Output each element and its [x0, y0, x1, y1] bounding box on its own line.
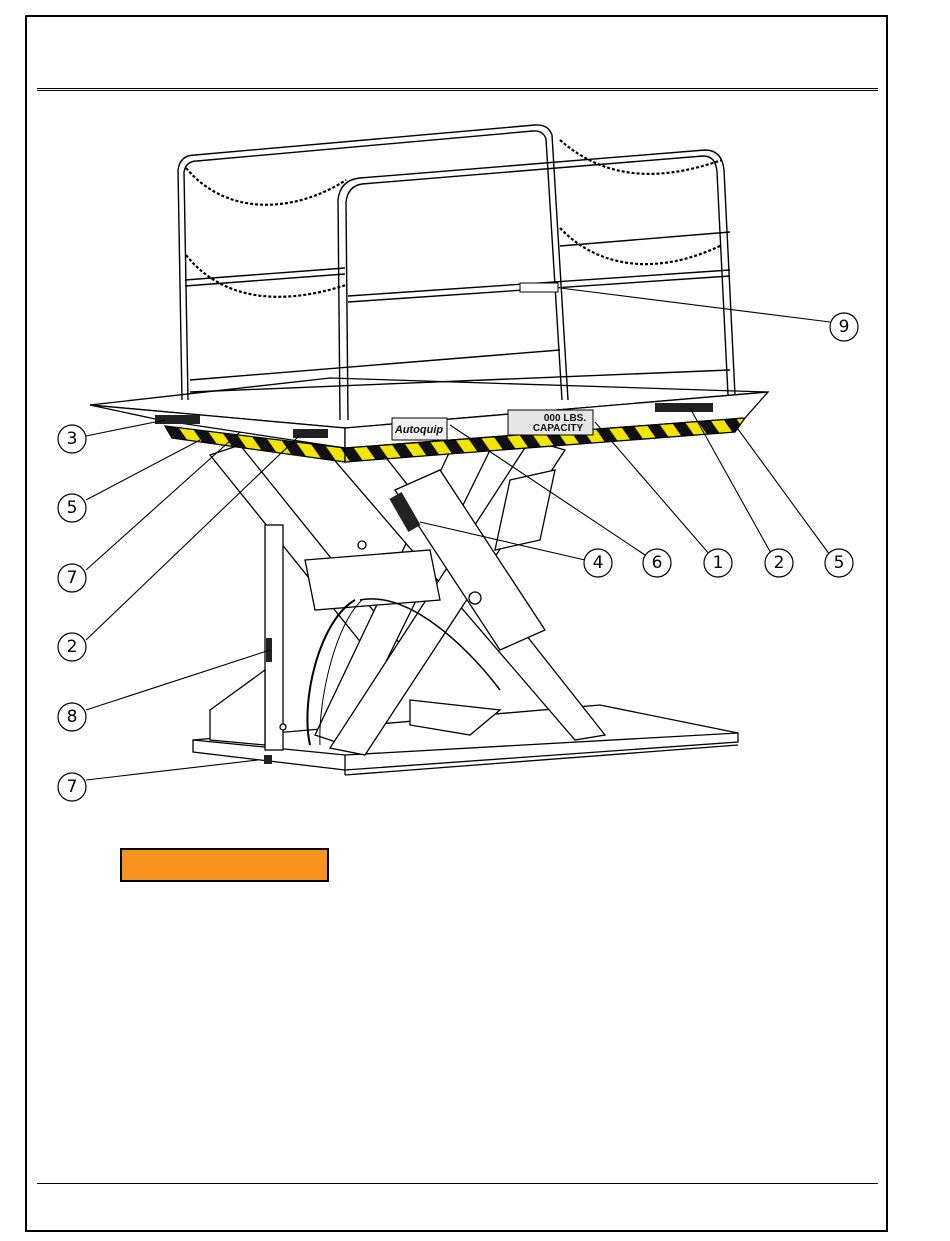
guard-rails	[178, 125, 735, 420]
svg-text:7: 7	[66, 568, 78, 588]
capacity-decal-word: CAPACITY	[532, 423, 584, 434]
capacity-decal-value: 000 LBS.	[543, 413, 587, 424]
callout-7-upper	[58, 564, 86, 592]
callout-7-lower	[58, 773, 86, 801]
brand-decal: Autoquip	[394, 424, 444, 436]
callout-2-right	[765, 549, 793, 577]
svg-text:5: 5	[66, 498, 78, 518]
svg-text:4: 4	[592, 553, 604, 573]
callout-3	[58, 425, 86, 453]
svg-text:7: 7	[66, 777, 78, 797]
callout-1	[704, 549, 732, 577]
svg-text:5: 5	[833, 553, 845, 573]
callout-6	[643, 549, 671, 577]
svg-text:2: 2	[773, 553, 785, 573]
svg-text:8: 8	[66, 707, 78, 727]
callout-5-right	[825, 549, 853, 577]
svg-text:1: 1	[712, 553, 724, 573]
callout-8	[58, 703, 86, 731]
svg-text:3: 3	[66, 429, 78, 449]
gate-latch	[520, 283, 558, 292]
scissor-arms	[210, 430, 605, 755]
callout-4	[584, 549, 612, 577]
callout-9	[830, 313, 858, 341]
svg-text:2: 2	[66, 637, 78, 657]
callout-2-left	[58, 633, 86, 661]
callout-5-left	[58, 494, 86, 522]
svg-text:9: 9	[838, 317, 850, 337]
svg-text:6: 6	[651, 553, 663, 573]
